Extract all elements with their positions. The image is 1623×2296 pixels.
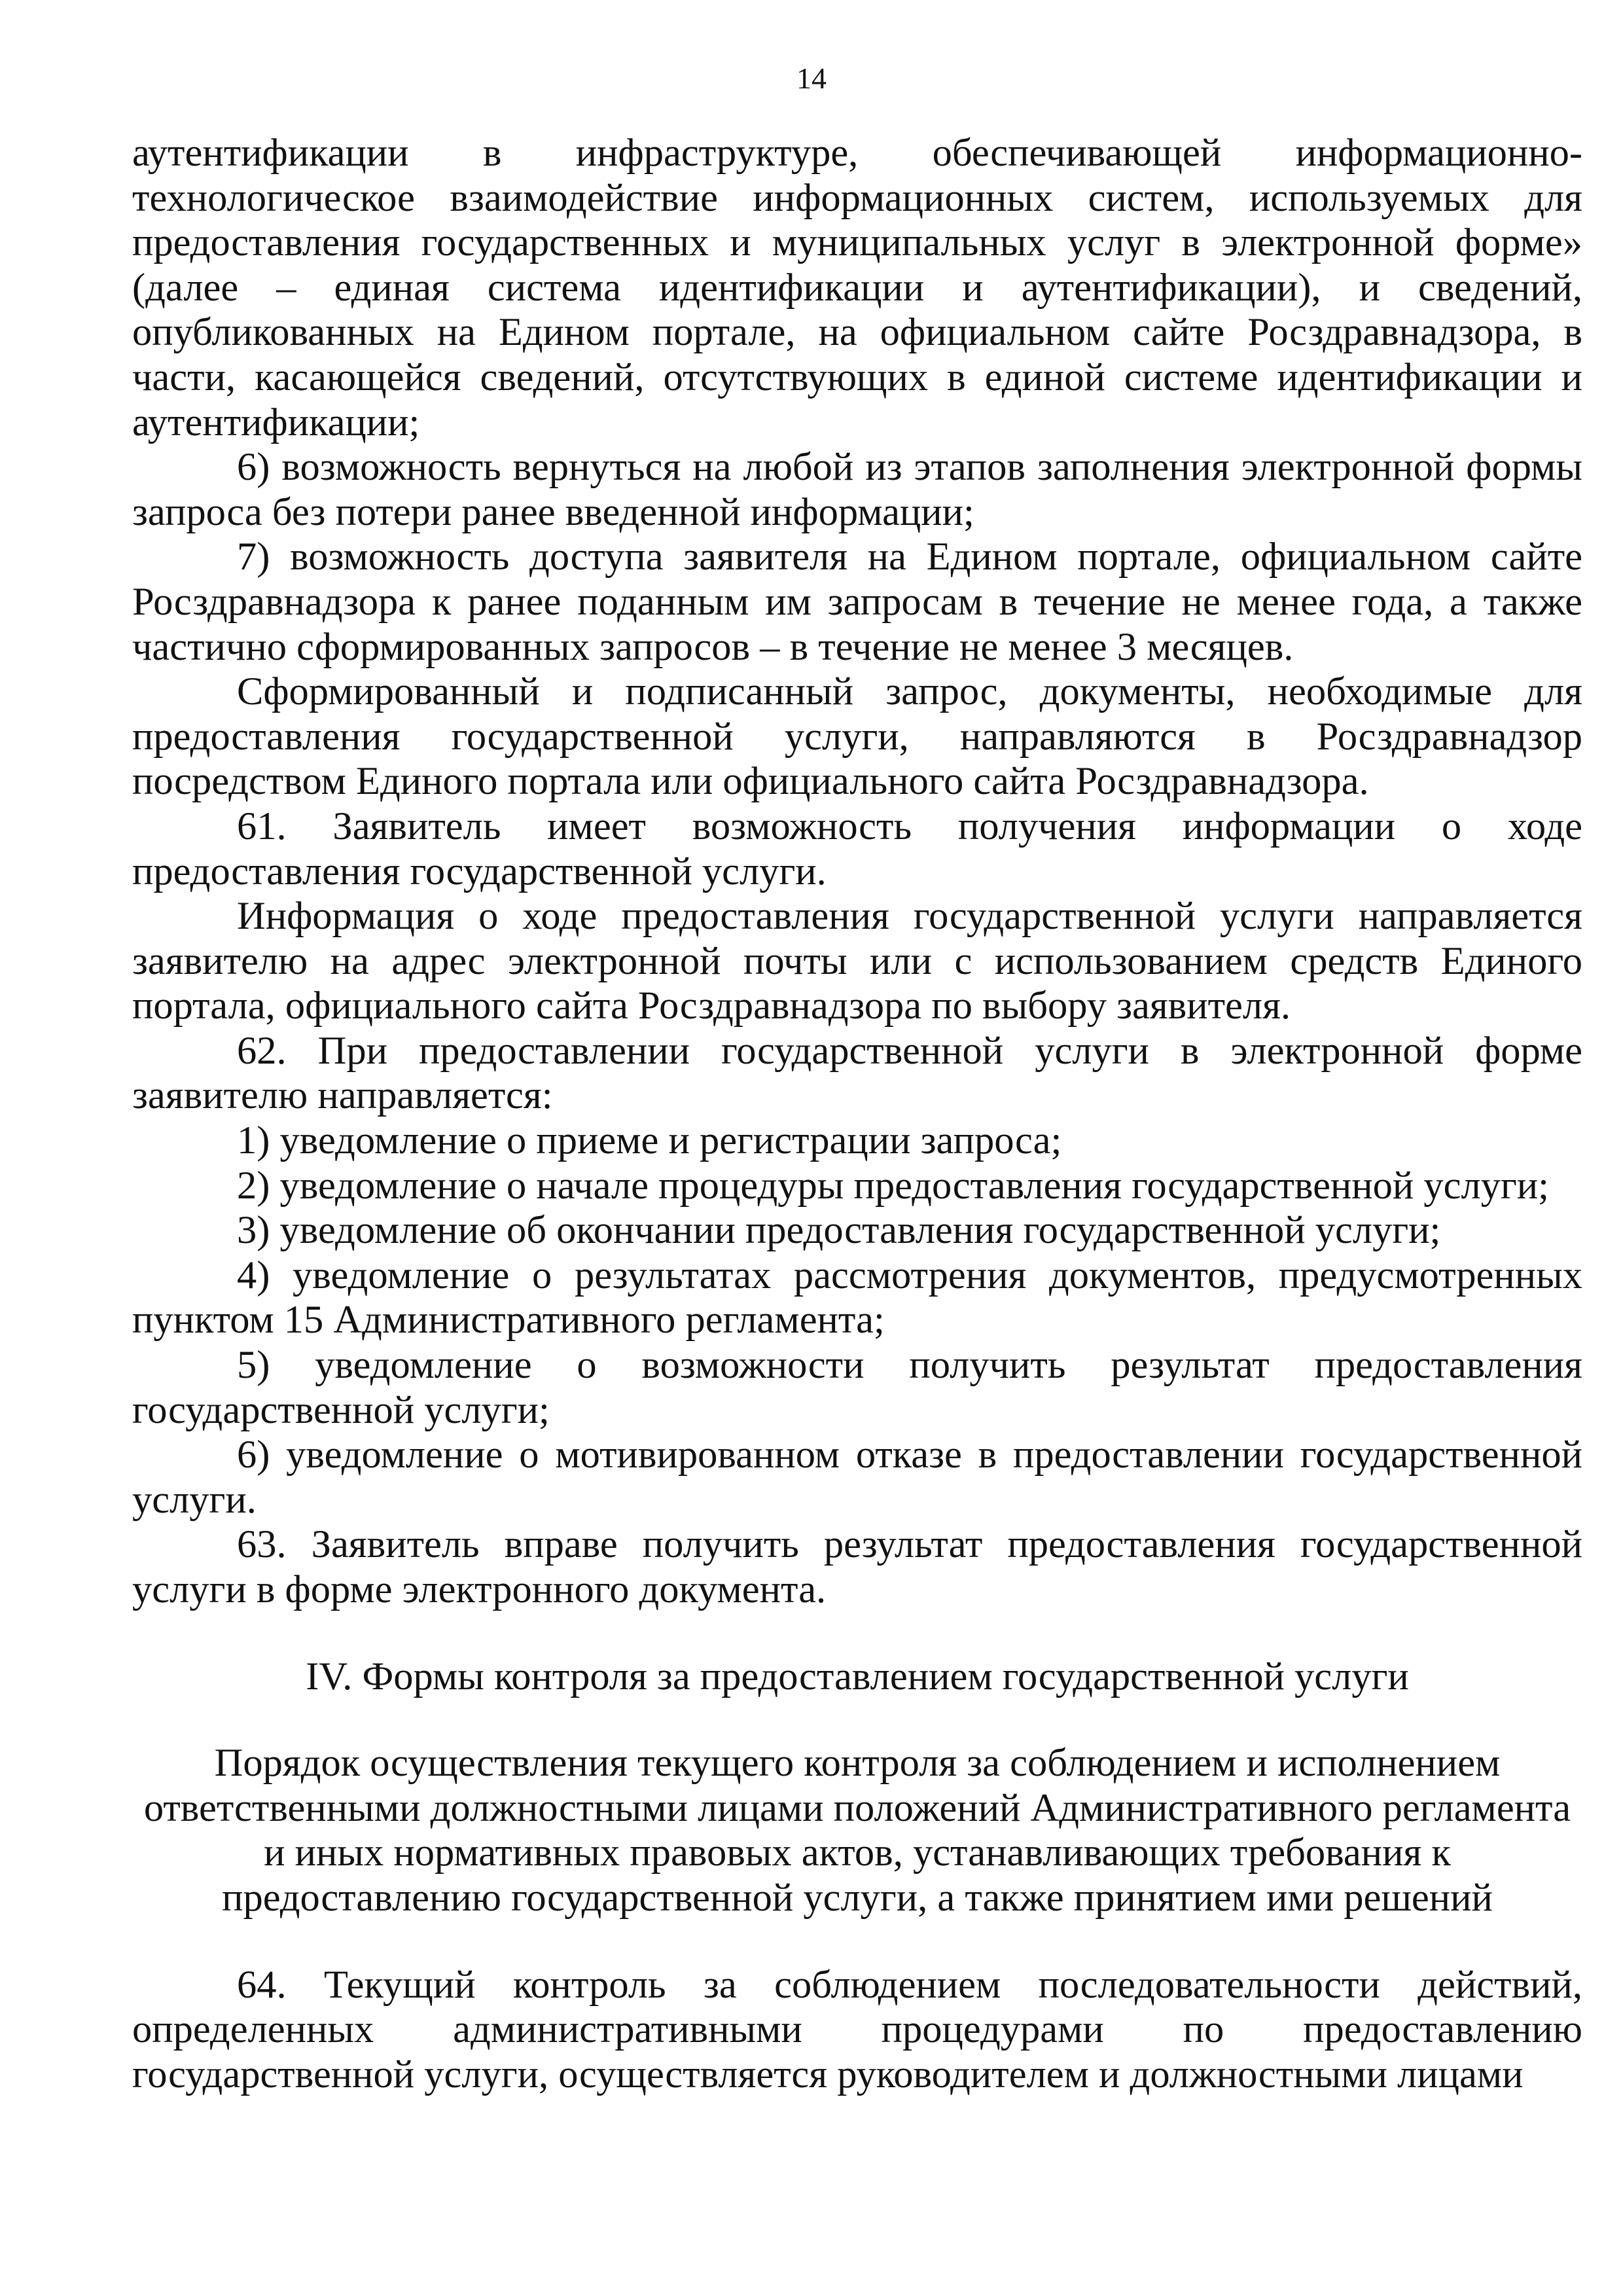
subsection-title-line: предоставлению государственной услуги, а также принятием ими решений (222, 1875, 1493, 1920)
paragraph-61: 61. Заявитель имеет возможность получения информации о ходе предоставления государственной услуги. (132, 804, 1582, 893)
subsection-title-line: ответственными должностными лицами положений Административного регламента (143, 1785, 1571, 1830)
list-item-6-return-to-step: 6) возможность вернуться на любой из этапов заполнения электронной формы запроса без потери ранее введенной информации; (132, 445, 1582, 534)
notice-item-1: 1) уведомление о приеме и регистрации запроса; (237, 1119, 1062, 1163)
document-body (132, 131, 1582, 2097)
paragraph-64: 64. Текущий контроль за соблюдением последовательности действий, определенных административными процедурами по предоставлению государственной услуги, осуществляется руководителем и должностными лицами (132, 1962, 1582, 2096)
spacer (132, 1921, 1582, 1963)
section-title: IV. Формы контроля за предоставлением государственной услуги (306, 1654, 1409, 1698)
subsection-title-line: и иных нормативных правовых актов, устанавливающих требования к (264, 1831, 1451, 1875)
paragraph-63: 63. Заявитель вправе получить результат предоставления государственной услуги в форме электронного документа. (132, 1522, 1582, 1611)
paragraph-continuation: аутентификации в инфраструктуре, обеспечивающей информационно-технологическое взаимодействие информационных систем, используемых для предоставления государственных и муниципальных услуг в электронной форме» (далее – единая система идентификации и аутентификации), и сведений, опубликованных на Едином портале, на официальном сайте Росздравнадзора, в части, касающейся сведений, отсутствующих в единой системе идентификации и аутентификации; (132, 131, 1582, 444)
notice-item-4: 4) уведомление о результатах рассмотрения документов, предусмотренных пунктом 15 Административного регламента; (132, 1253, 1582, 1342)
spacer (132, 1613, 1582, 1655)
subsection-title-line: Порядок осуществления текущего контроля за соблюдением и исполнением (214, 1741, 1501, 1785)
notice-item-3: 3) уведомление об окончании предоставления государственной услуги; (237, 1208, 1441, 1253)
paragraph-62: 62. При предоставлении государственной услуги в электронной форме заявителю направляется: (132, 1028, 1582, 1118)
paragraph-progress-info: Информация о ходе предоставления государственной услуги направляется заявителю на адрес электронной почты или с использованием средств Единого портала, официального сайта Росздравнадзора по выбору заявителя. (132, 894, 1582, 1028)
notice-item-2: 2) уведомление о начале процедуры предоставления государственной услуги; (237, 1163, 1549, 1208)
notice-item-5: 5) уведомление о возможности получить результат предоставления государственной услуги; (132, 1343, 1582, 1432)
list-item-7-access-requests: 7) возможность доступа заявителя на Едином портале, официальном сайте Росздравнадзора к ранее поданным им запросам в течение не менее года, а также частично сформированных запросов – в течение не менее 3 месяцев. (132, 535, 1582, 669)
notice-item-6: 6) уведомление о мотивированном отказе в предоставлении государственной услуги. (132, 1433, 1582, 1522)
paragraph-formed-request: Сформированный и подписанный запрос, документы, необходимые для предоставления государственной услуги, направляются в Росздравнадзор посредством Единого портала или официального сайта Росздравнадзора. (132, 670, 1582, 804)
page-number: 14 (796, 62, 827, 95)
spacer (132, 1699, 1582, 1741)
subsection-title (132, 1741, 1582, 1920)
